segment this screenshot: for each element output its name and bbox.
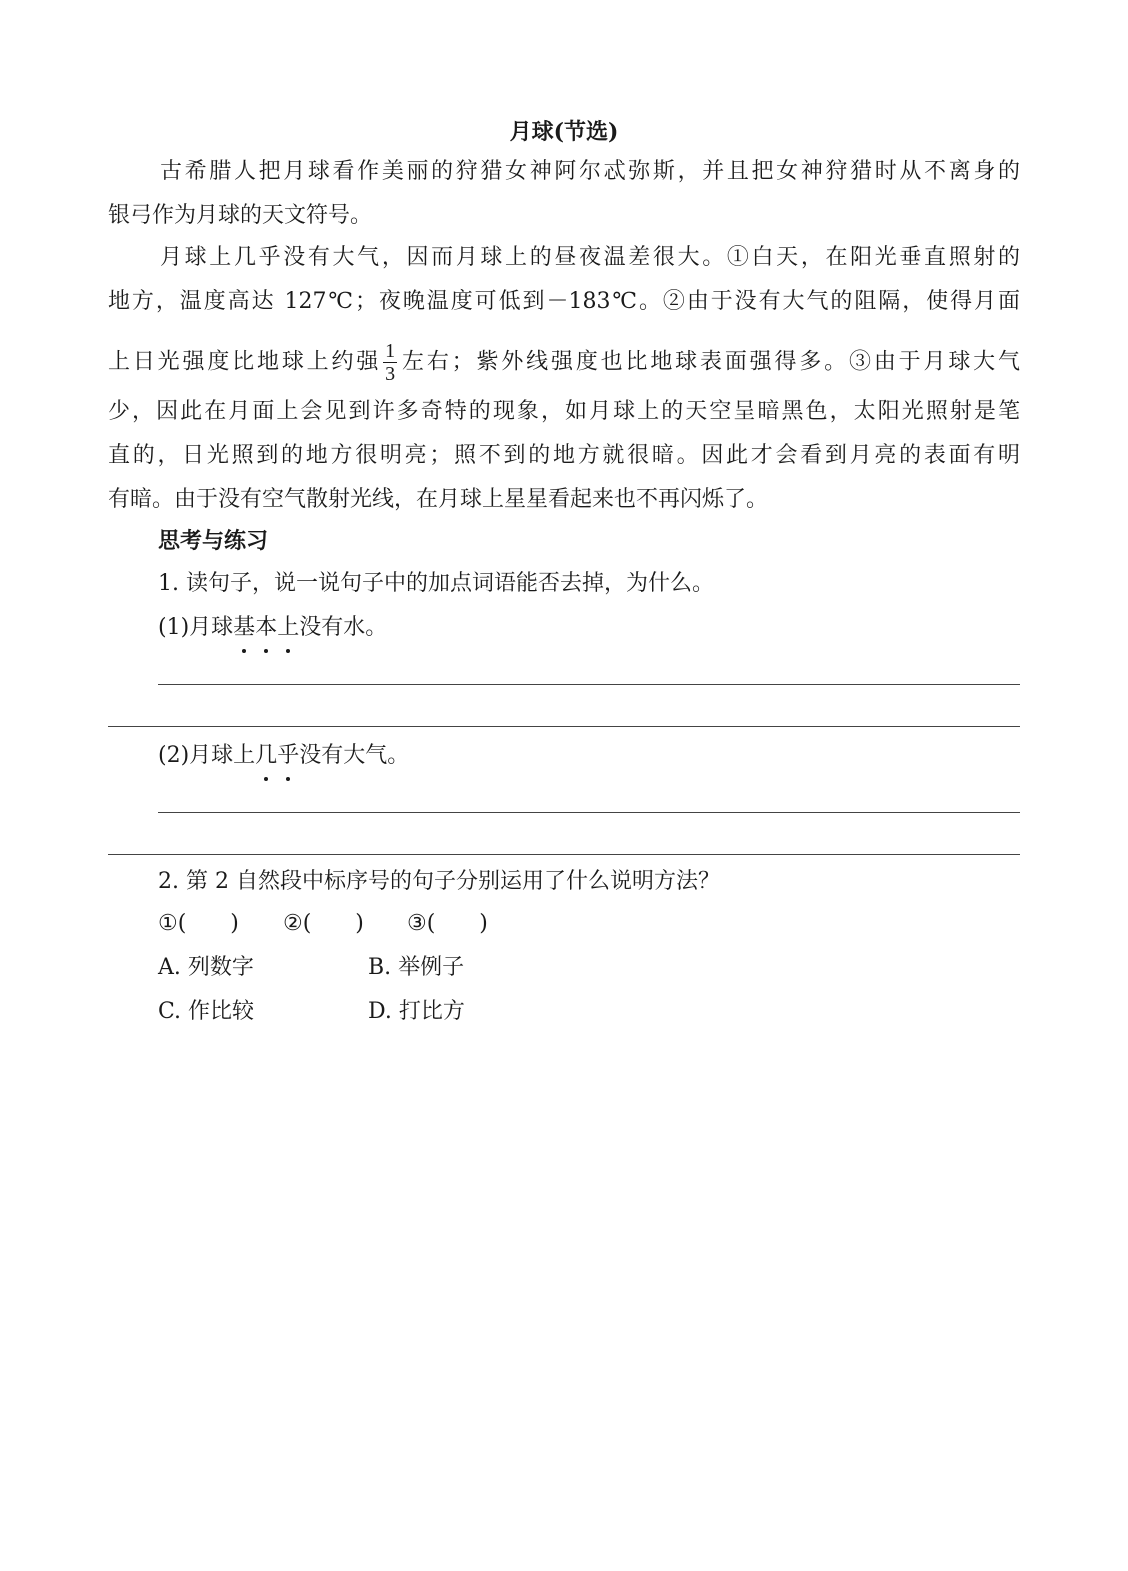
para1-line2: 银弓作为月球的天文符号。	[108, 203, 373, 228]
question-1: 1. 读句子，说一说句子中的加点词语能否去掉，为什么。	[158, 571, 714, 596]
option-b: B. 举例子	[368, 955, 465, 980]
emphasis-char: 上	[277, 612, 299, 644]
answer-line[interactable]	[108, 854, 1020, 855]
para2-line3-after: 左右；紫外线强度也比地球表面强得多。③由于月球大气	[399, 349, 1020, 375]
fraction-numerator: 1	[385, 340, 396, 362]
para2-line3-before: 上日光强度比地球上约强	[108, 349, 382, 375]
exercise-heading: 思考与练习	[158, 529, 269, 554]
question-2: 2. 第 2 自然段中标序号的句子分别运用了什么说明方法？	[158, 869, 720, 894]
para2-line1: 月球上几乎没有大气，因而月球上的昼夜温差很大。①白天，在阳光垂直照射的	[160, 245, 1020, 270]
blank-2[interactable]: ②( )	[283, 911, 364, 936]
fraction-denominator: 3	[385, 363, 396, 385]
blank-1[interactable]: ①( )	[158, 911, 239, 936]
emphasis-char: 几	[255, 740, 277, 772]
emphasis-char: 基	[233, 612, 255, 644]
para2-line6: 有暗。由于没有空气散射光线，在月球上星星看起来也不再闪烁了。	[108, 487, 769, 512]
emphasis-char: 本	[255, 612, 277, 644]
option-a: A. 列数字	[158, 955, 254, 980]
sentence-1-start: (1)月球	[158, 615, 234, 640]
emphasis-char: 乎	[277, 740, 299, 772]
para1-line1: 古希腊人把月球看作美丽的狩猎女神阿尔忒弥斯，并且把女神狩猎时从不离身的	[160, 159, 1020, 184]
para2-line5: 直的，日光照到的地方很明亮；照不到的地方就很暗。因此才会看到月亮的表面有明	[108, 443, 1020, 468]
article-title: 月球(节选)	[509, 119, 619, 145]
blank-3[interactable]: ③( )	[407, 911, 488, 936]
sentence-1	[158, 612, 387, 644]
para2-line2: 地方，温度高达 127℃；夜晚温度可低到－183℃。②由于没有大气的阻隔，使得月面	[108, 289, 1020, 314]
sentence-2-start: (2)月球上	[158, 743, 256, 768]
option-d: D. 打比方	[368, 999, 465, 1024]
sentence-2-end: 没有大气。	[299, 743, 410, 768]
para2-line3	[108, 340, 1020, 385]
option-c: C. 作比较	[158, 999, 255, 1024]
sentence-1-end: 没有水。	[299, 615, 388, 640]
answer-line[interactable]	[158, 684, 1020, 685]
answer-line[interactable]	[108, 726, 1020, 727]
fraction	[383, 340, 397, 385]
sentence-2	[158, 740, 409, 772]
para2-line4: 少，因此在月面上会见到许多奇特的现象，如月球上的天空呈暗黑色，太阳光照射是笔	[108, 399, 1020, 424]
answer-line[interactable]	[158, 812, 1020, 813]
